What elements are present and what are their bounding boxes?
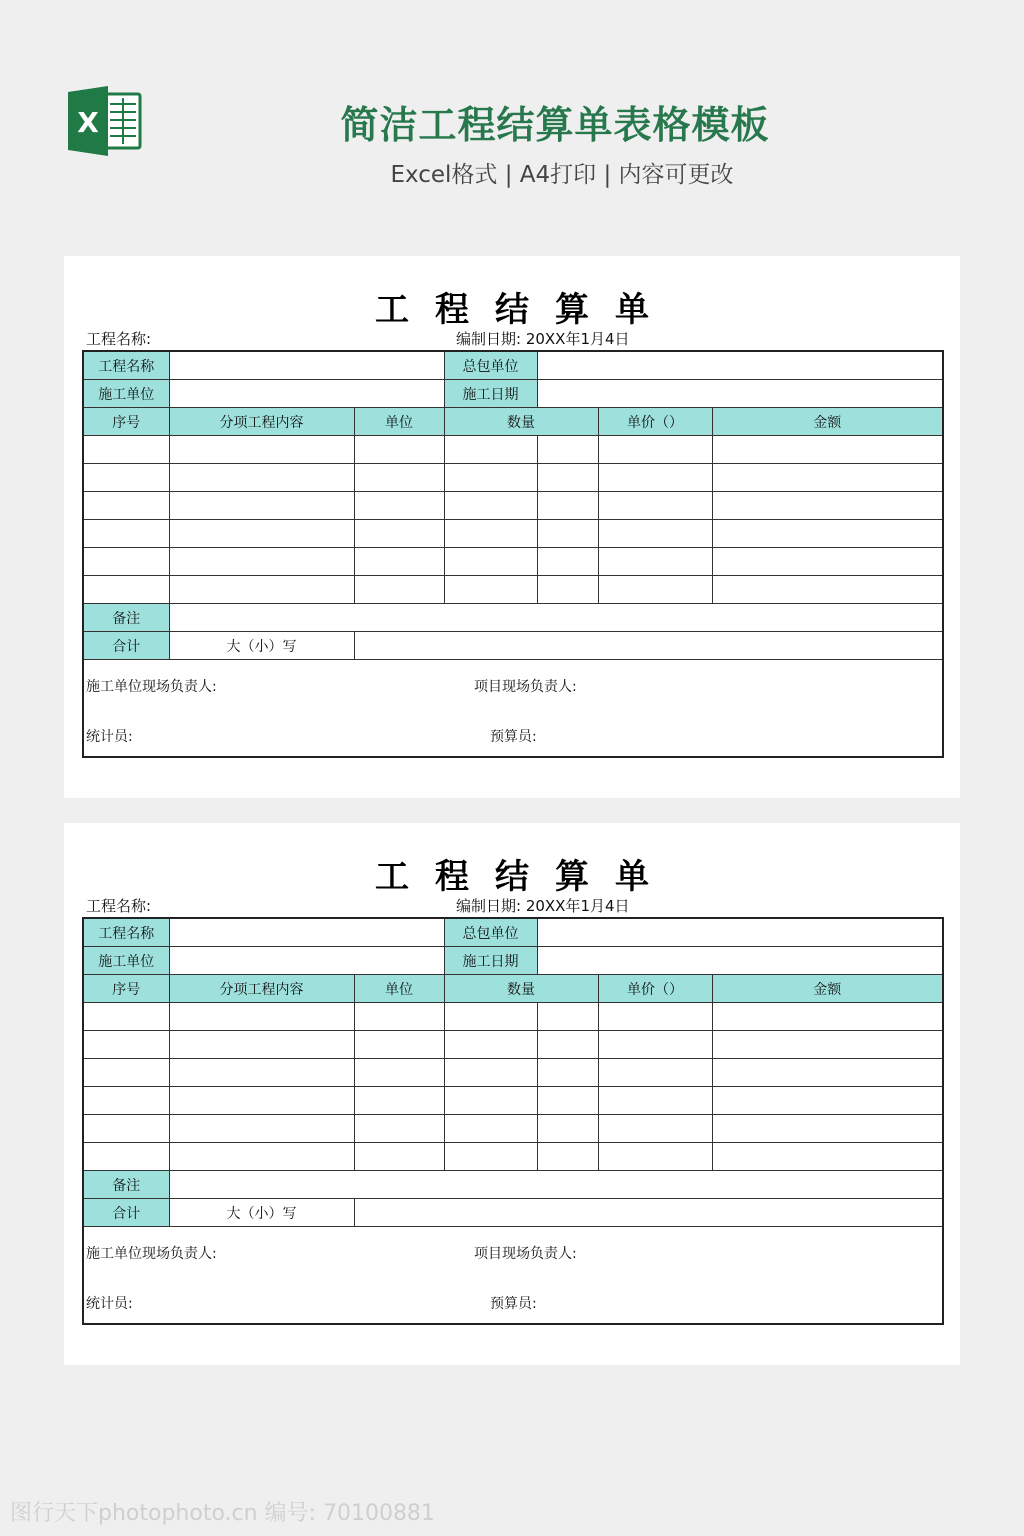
- table-cell[interactable]: [598, 464, 712, 492]
- table-cell[interactable]: [354, 576, 444, 604]
- table-cell[interactable]: [354, 520, 444, 548]
- statistician-label: 统计员:: [86, 729, 133, 745]
- col-header-amount: 金额: [712, 408, 943, 436]
- table-cell[interactable]: [537, 520, 598, 548]
- sheet-title: 工程结算单: [375, 857, 675, 897]
- logo-letter: X: [77, 106, 99, 139]
- table-cell[interactable]: [712, 492, 943, 520]
- table-row: [83, 520, 943, 548]
- settlement-sheet: [64, 256, 960, 798]
- table-cell[interactable]: [444, 576, 537, 604]
- table-row: [83, 576, 943, 604]
- table-cell[interactable]: [537, 548, 598, 576]
- site-manager-label: 施工单位现场负责人:: [86, 679, 217, 695]
- project-name-value[interactable]: [169, 918, 444, 947]
- table-cell[interactable]: [169, 576, 354, 604]
- table-row: [83, 1143, 943, 1171]
- table-cell[interactable]: [598, 1003, 712, 1031]
- page-subtitle: Excel格式 | A4打印 | 内容可更改: [390, 162, 734, 188]
- table-cell[interactable]: [712, 1003, 943, 1031]
- table-cell[interactable]: [83, 1031, 169, 1059]
- table-cell[interactable]: [83, 464, 169, 492]
- project-name-value[interactable]: [169, 351, 444, 380]
- statistician-label: 统计员:: [86, 1296, 133, 1312]
- total-words-label: 大（小）写: [169, 1199, 354, 1227]
- table-cell[interactable]: [169, 436, 354, 464]
- table-cell[interactable]: [83, 492, 169, 520]
- table-cell[interactable]: [354, 436, 444, 464]
- settlement-sheet: [64, 823, 960, 1365]
- table-cell[interactable]: [169, 1143, 354, 1171]
- table-cell[interactable]: [598, 1143, 712, 1171]
- remark-row: [83, 1171, 943, 1199]
- table-cell[interactable]: [712, 1115, 943, 1143]
- table-cell[interactable]: [598, 436, 712, 464]
- builder-value[interactable]: [169, 380, 444, 408]
- table-cell[interactable]: [537, 1087, 598, 1115]
- table-cell[interactable]: [598, 492, 712, 520]
- contractor-header: 总包单位: [444, 351, 537, 380]
- date-label: 编制日期: 20XX年1月4日: [456, 897, 630, 915]
- table-cell[interactable]: [598, 1031, 712, 1059]
- contractor-header: 总包单位: [444, 918, 537, 947]
- col-header-unit: 单位: [354, 408, 444, 436]
- table-row: [83, 436, 943, 464]
- table-cell[interactable]: [598, 1087, 712, 1115]
- col-header-unit: 单位: [354, 975, 444, 1003]
- table-cell[interactable]: [537, 436, 598, 464]
- project-manager-label: 项目现场负责人:: [474, 1246, 577, 1262]
- remark-label: 备注: [83, 1171, 169, 1199]
- table-cell[interactable]: [598, 548, 712, 576]
- table-cell[interactable]: [169, 1059, 354, 1087]
- col-header-quantity: 数量: [444, 975, 598, 1003]
- table-cell[interactable]: [444, 1115, 537, 1143]
- project-manager-label: 项目现场负责人:: [474, 679, 577, 695]
- signature-row: [83, 1227, 943, 1325]
- table-cell[interactable]: [712, 436, 943, 464]
- column-header-row: [83, 975, 943, 1003]
- table-cell[interactable]: [83, 520, 169, 548]
- table-cell[interactable]: [712, 548, 943, 576]
- contractor-value[interactable]: [537, 351, 943, 380]
- table-cell[interactable]: [354, 492, 444, 520]
- table-row: [83, 548, 943, 576]
- total-value[interactable]: [354, 1199, 943, 1227]
- table-cell[interactable]: [537, 492, 598, 520]
- table-cell[interactable]: [444, 492, 537, 520]
- table-cell[interactable]: [598, 1115, 712, 1143]
- table-cell[interactable]: [444, 520, 537, 548]
- table-cell[interactable]: [83, 1143, 169, 1171]
- col-header-price: 单价（）: [598, 408, 712, 436]
- table-cell[interactable]: [83, 576, 169, 604]
- table-cell[interactable]: [169, 520, 354, 548]
- table-cell[interactable]: [444, 1031, 537, 1059]
- table-row: [83, 351, 943, 380]
- table-cell[interactable]: [354, 548, 444, 576]
- remark-value[interactable]: [169, 604, 943, 632]
- table-cell[interactable]: [169, 548, 354, 576]
- table-row: [83, 1087, 943, 1115]
- table-cell[interactable]: [83, 1087, 169, 1115]
- table-cell[interactable]: [712, 1031, 943, 1059]
- table-row: [83, 464, 943, 492]
- table-cell[interactable]: [444, 1003, 537, 1031]
- total-row: [83, 632, 943, 660]
- col-header-price: 单价（）: [598, 975, 712, 1003]
- table-cell[interactable]: [169, 1087, 354, 1115]
- table-cell[interactable]: [537, 1003, 598, 1031]
- table-cell[interactable]: [169, 492, 354, 520]
- table-row: [83, 1003, 943, 1031]
- table-cell[interactable]: [169, 1003, 354, 1031]
- table-cell[interactable]: [598, 1059, 712, 1087]
- table-cell[interactable]: [598, 520, 712, 548]
- page-title: 简洁工程结算单表格模板: [340, 103, 770, 147]
- table-cell[interactable]: [354, 1115, 444, 1143]
- table-cell[interactable]: [354, 1003, 444, 1031]
- col-header-index: 序号: [83, 975, 169, 1003]
- table-row: [83, 492, 943, 520]
- table-cell[interactable]: [537, 464, 598, 492]
- table-cell[interactable]: [537, 1115, 598, 1143]
- table-row: [83, 1031, 943, 1059]
- table-cell[interactable]: [537, 576, 598, 604]
- table-cell[interactable]: [537, 1143, 598, 1171]
- table-cell[interactable]: [354, 1143, 444, 1171]
- total-label: 合计: [83, 1199, 169, 1227]
- build-date-value[interactable]: [537, 380, 943, 408]
- table-row: [83, 947, 943, 975]
- table-cell[interactable]: [712, 464, 943, 492]
- table-cell[interactable]: [712, 520, 943, 548]
- budgeter-label: 预算员:: [490, 729, 537, 745]
- table-cell[interactable]: [354, 1059, 444, 1087]
- total-label: 合计: [83, 632, 169, 660]
- table-cell[interactable]: [354, 464, 444, 492]
- table-cell[interactable]: [444, 1087, 537, 1115]
- table-cell[interactable]: [537, 1031, 598, 1059]
- table-cell[interactable]: [83, 1059, 169, 1087]
- table-cell[interactable]: [169, 1115, 354, 1143]
- table-cell[interactable]: [83, 1003, 169, 1031]
- budgeter-label: 预算员:: [490, 1296, 537, 1312]
- table-row: [83, 1059, 943, 1087]
- table-cell[interactable]: [169, 1031, 354, 1059]
- col-header-item: 分项工程内容: [169, 975, 354, 1003]
- table-cell[interactable]: [712, 1087, 943, 1115]
- excel-icon: [68, 86, 142, 156]
- total-row: [83, 1199, 943, 1227]
- col-header-item: 分项工程内容: [169, 408, 354, 436]
- table-row: [83, 1115, 943, 1143]
- project-name-label: 工程名称:: [86, 897, 152, 915]
- total-words-label: 大（小）写: [169, 632, 354, 660]
- settlement-table: [82, 350, 944, 758]
- table-cell[interactable]: [712, 1059, 943, 1087]
- table-row: [83, 918, 943, 947]
- table-cell[interactable]: [354, 1031, 444, 1059]
- column-header-row: [83, 408, 943, 436]
- signature-row: [83, 660, 943, 758]
- build-date-header: 施工日期: [444, 380, 537, 408]
- col-header-amount: 金额: [712, 975, 943, 1003]
- table-cell[interactable]: [169, 464, 354, 492]
- table-cell[interactable]: [712, 1143, 943, 1171]
- table-cell[interactable]: [354, 1087, 444, 1115]
- col-header-quantity: 数量: [444, 408, 598, 436]
- table-cell[interactable]: [444, 464, 537, 492]
- watermark-text: 图行天下photophoto.cn 编号: 70100881: [10, 1501, 435, 1526]
- builder-value[interactable]: [169, 947, 444, 975]
- contractor-value[interactable]: [537, 918, 943, 947]
- settlement-table: [82, 917, 944, 1325]
- table-cell[interactable]: [83, 436, 169, 464]
- table-cell[interactable]: [598, 576, 712, 604]
- table-cell[interactable]: [444, 1143, 537, 1171]
- table-cell[interactable]: [444, 436, 537, 464]
- remark-row: [83, 604, 943, 632]
- builder-header: 施工单位: [83, 380, 169, 408]
- site-manager-label: 施工单位现场负责人:: [86, 1246, 217, 1262]
- builder-header: 施工单位: [83, 947, 169, 975]
- table-cell[interactable]: [444, 1059, 537, 1087]
- project-name-label: 工程名称:: [86, 330, 152, 348]
- signature-area: [83, 1227, 943, 1325]
- col-header-index: 序号: [83, 408, 169, 436]
- date-label: 编制日期: 20XX年1月4日: [456, 330, 630, 348]
- signature-area: [83, 660, 943, 758]
- total-value[interactable]: [354, 632, 943, 660]
- remark-value[interactable]: [169, 1171, 943, 1199]
- build-date-value[interactable]: [537, 947, 943, 975]
- table-cell[interactable]: [712, 576, 943, 604]
- table-cell[interactable]: [83, 548, 169, 576]
- table-cell[interactable]: [537, 1059, 598, 1087]
- build-date-header: 施工日期: [444, 947, 537, 975]
- sheet-title: 工程结算单: [375, 290, 675, 330]
- remark-label: 备注: [83, 604, 169, 632]
- table-cell[interactable]: [83, 1115, 169, 1143]
- table-row: [83, 380, 943, 408]
- project-name-header: 工程名称: [83, 918, 169, 947]
- table-cell[interactable]: [444, 548, 537, 576]
- project-name-header: 工程名称: [83, 351, 169, 380]
